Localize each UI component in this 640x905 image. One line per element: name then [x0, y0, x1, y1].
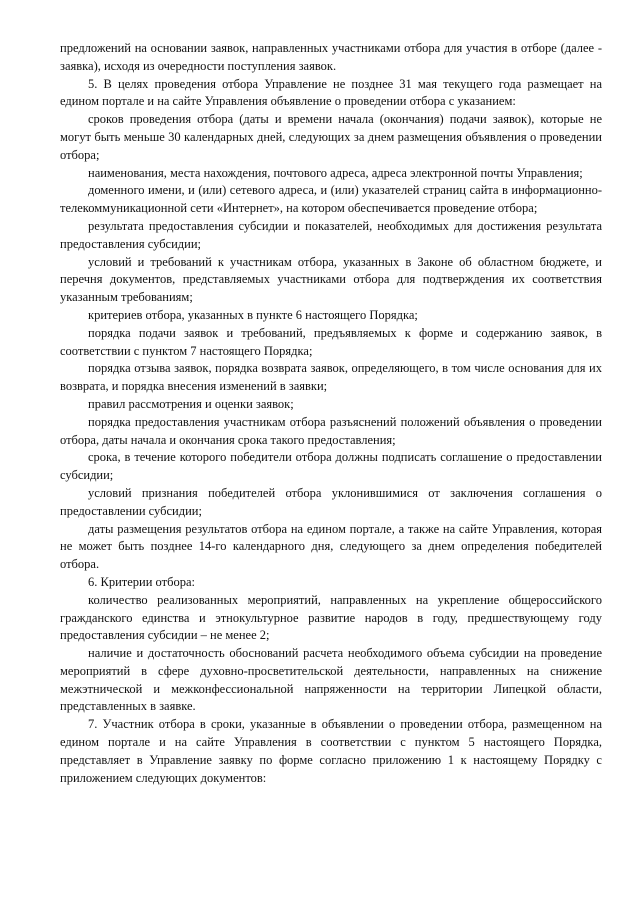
paragraph-conditions: условий и требований к участникам отбора, указанных в Законе об областном бюджете, и перечня документов, представляемых участниками отбора для подтверждения их соответствия указанным требованиям;: [60, 254, 602, 305]
paragraph-contacts: наименования, места нахождения, почтового адреса, адреса электронной почты Управления;: [88, 165, 583, 180]
paragraph-item-5: 5. В целях проведения отбора Управление не позднее 31 мая текущего года размещает на едином портале и на сайте Управления объявление о проведении отбора с указанием:: [60, 76, 602, 109]
paragraph-evasion: условий признания победителей отбора уклонившимися от заключения соглашения о предоставлении субсидии;: [60, 485, 602, 518]
paragraph-submission: порядка подачи заявок и требований, предъявляемых к форме и содержанию заявок, в соответствии с пунктом 7 настоящего Порядка;: [60, 325, 602, 358]
paragraph-clarifications: порядка предоставления участникам отбора разъяснений положений объявления о проведении отбора, даты начала и окончания срока такого предоставления;: [60, 414, 602, 447]
paragraph-result: результата предоставления субсидии и показателей, необходимых для достижения результата предоставления субсидии;: [60, 218, 602, 251]
paragraph-domain: доменного имени, и (или) сетевого адреса, и (или) указателей страниц сайта в информационно-телекоммуникационной сети «Интернет», на котором обеспечивается проведение отбора;: [60, 183, 602, 216]
paragraph-item-7: 7. Участник отбора в сроки, указанные в объявлении о проведении отбора, размещенном на едином портале и на сайте Управления в соответствии с пунктом 5 настоящего Порядка, представляет в Управление заявку по форме согласно приложению 1 к настоящему Порядку с приложением следующих документов:: [60, 717, 602, 785]
paragraph-item-6: 6. Критерии отбора:: [88, 574, 195, 589]
paragraph-rules: правил рассмотрения и оценки заявок;: [88, 396, 294, 411]
paragraph-criteria: критериев отбора, указанных в пункте 6 настоящего Порядка;: [88, 307, 418, 322]
paragraph-criterion-1: количество реализованных мероприятий, направленных на укрепление общероссийского гражданского единства и этнокультурное развитие народов в году, предшествующему году предоставления субсидии – не менее 2;: [60, 592, 602, 643]
paragraph-deadlines: сроков проведения отбора (даты и времени начала (окончания) подачи заявок), которые не могут быть меньше 30 календарных дней, следующих за днем размещения объявления о проведении отбора;: [60, 112, 602, 162]
paragraph-withdrawal: порядка отзыва заявок, порядка возврата заявок, определяющего, в том числе основания для их возврата, и порядка внесения изменений в заявки;: [60, 361, 602, 394]
paragraph-signing-term: срока, в течение которого победители отбора должны подписать соглашение о предоставлении субсидии;: [60, 450, 602, 483]
paragraph-criterion-2: наличие и достаточность обоснований расчета необходимого объема субсидии на проведение мероприятий в сфере духовно-просветительской деятельности, направленных на снижение межэтнической и межконфессиональной напряженности на территории Липецкой области, представленных в заявке.: [60, 646, 602, 714]
paragraph-results-date: даты размещения результатов отбора на едином портале, а также на сайте Управления, которая не может быть позднее 14-го календарного дня, следующего за днем определения победителей отбора.: [60, 521, 602, 572]
paragraph-continuation: предложений на основании заявок, направленных участниками отбора для участия в отборе (далее - заявка), исходя из очередности поступления заявок.: [60, 41, 602, 73]
